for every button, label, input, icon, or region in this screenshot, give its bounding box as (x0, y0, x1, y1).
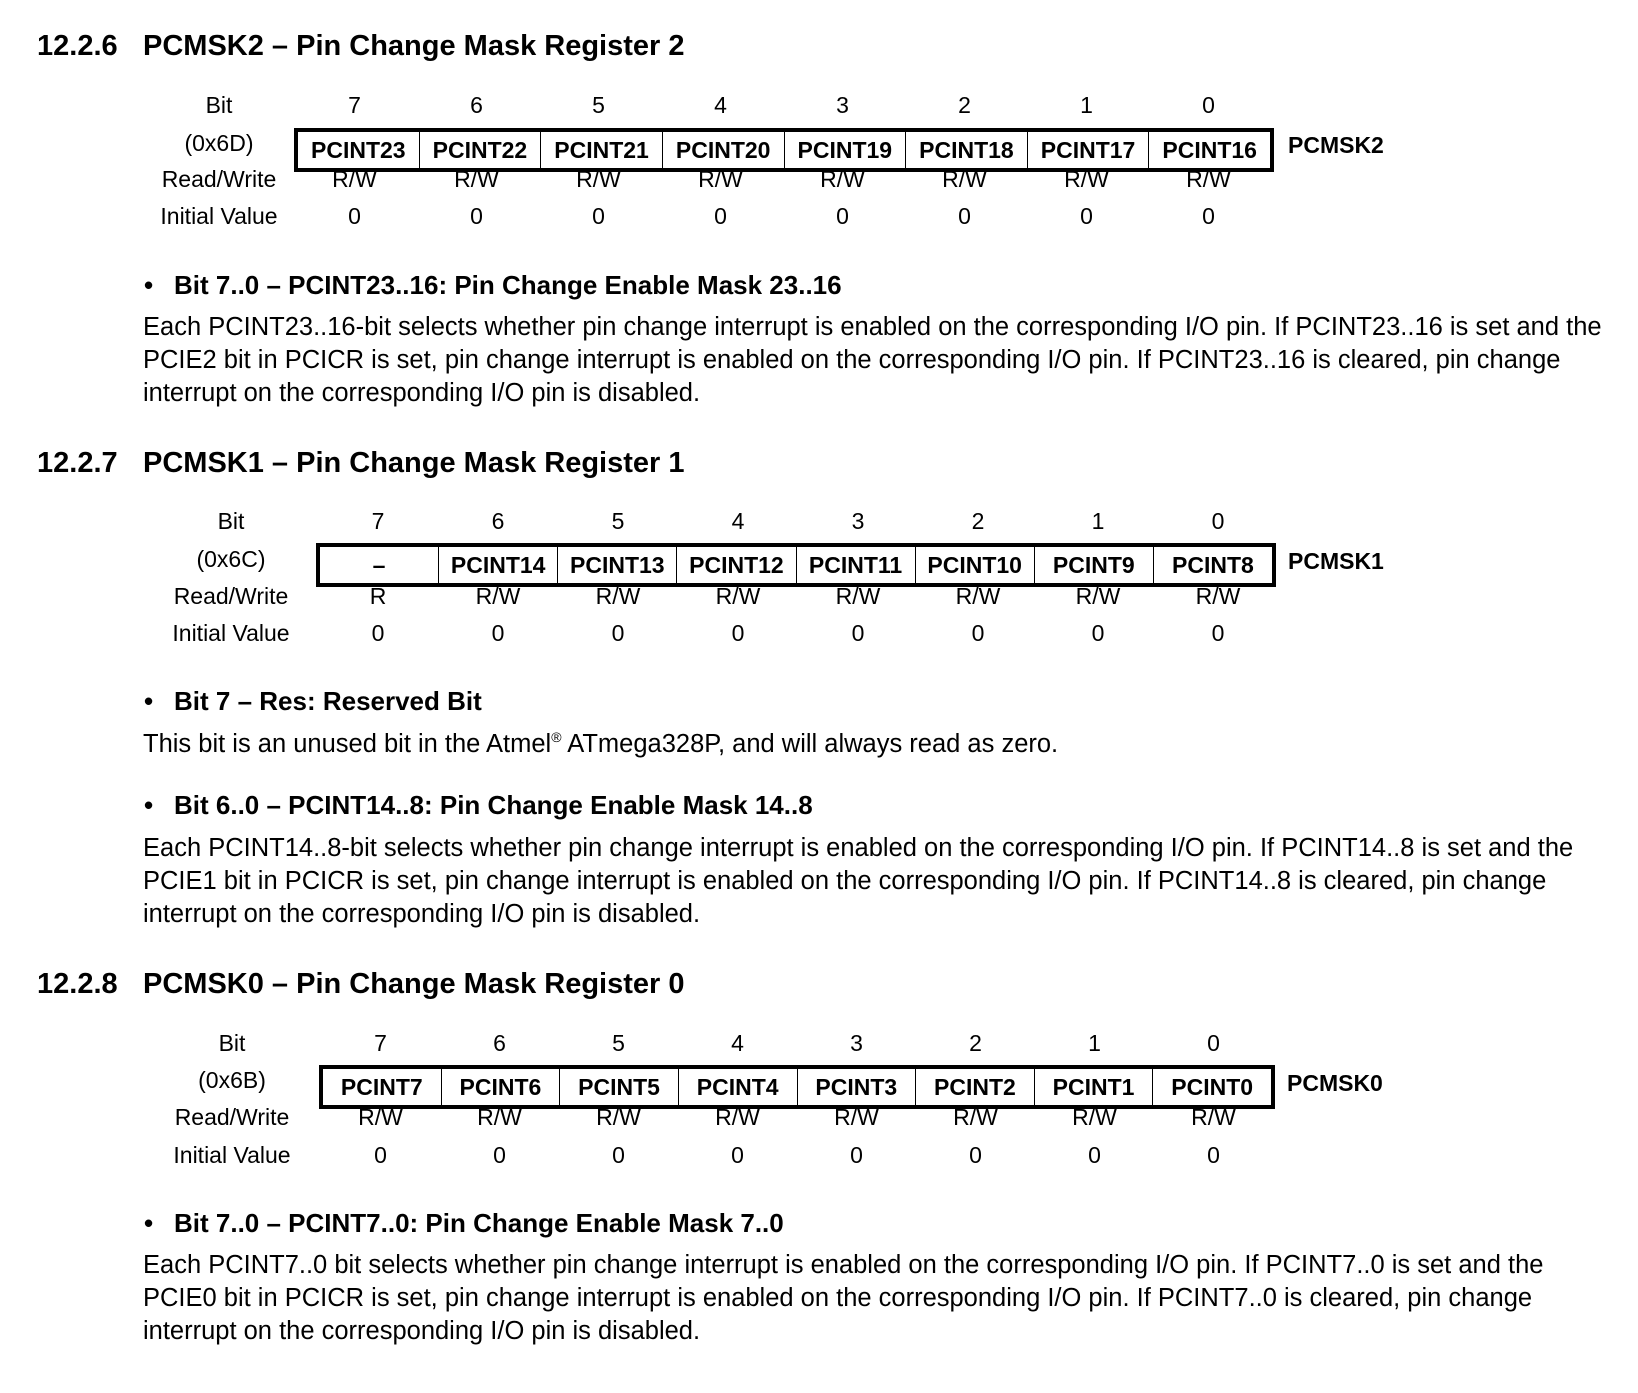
initial-value: 0 (348, 203, 361, 229)
bit-number: 0 (1202, 92, 1215, 118)
rw-value: R (369, 583, 387, 609)
section-number: 12.2.6 (37, 30, 118, 62)
rw-value: R/W (1064, 166, 1109, 192)
bit-number: 1 (1080, 92, 1093, 118)
bit-number: 2 (971, 508, 985, 534)
bullet-icon: • (144, 686, 154, 716)
rw-value: R/W (942, 166, 987, 192)
rw-value: R/W (475, 583, 521, 609)
bit-number: 1 (1088, 1030, 1101, 1056)
register-name: PCMSK1 (1288, 548, 1384, 574)
bit-description-title (144, 270, 842, 301)
register-bit-cell: PCINT14 (439, 547, 558, 583)
bit-number: 2 (958, 92, 971, 118)
initial-value: 0 (374, 1142, 387, 1168)
row-label-bit: Bit (205, 92, 233, 118)
initial-value: 0 (714, 203, 727, 229)
register-bit-cell: PCINT9 (1035, 547, 1154, 583)
register-bit-cell: PCINT12 (677, 547, 796, 583)
section-heading-pcmsk1 (37, 447, 685, 480)
bit-number: 4 (714, 92, 727, 118)
register-bit-cell: PCINT3 (798, 1069, 917, 1105)
initial-value: 0 (731, 1142, 744, 1168)
rw-value: R/W (1195, 583, 1241, 609)
register-bit-cell: PCINT7 (323, 1069, 442, 1105)
rw-value: R/W (595, 583, 641, 609)
register-bit-cell: – (320, 547, 439, 583)
bit-number: 4 (731, 1030, 744, 1056)
register-bit-cell: PCINT16 (1162, 136, 1257, 163)
row-label-rw: Read/Write (174, 1104, 290, 1130)
rw-value: R/W (596, 1104, 641, 1130)
register-bit-cell: PCINT11 (797, 547, 916, 583)
rw-value: R/W (715, 583, 761, 609)
row-label-initial: Initial Value (172, 620, 290, 646)
register-bit-cell: PCINT2 (916, 1069, 1035, 1105)
bit-description-title (144, 790, 813, 821)
row-label-address: (0x6C) (196, 546, 266, 572)
row-label-bit: Bit (218, 1030, 246, 1056)
rw-value: R/W (820, 166, 865, 192)
register-name: PCMSK0 (1287, 1070, 1383, 1096)
register-bit-cell: PCINT8 (1172, 551, 1254, 578)
initial-value: 0 (371, 620, 385, 646)
initial-value: 0 (731, 620, 745, 646)
row-label-address: (0x6B) (198, 1067, 266, 1093)
row-label-initial: Initial Value (173, 1142, 291, 1168)
rw-value: R/W (1186, 166, 1231, 192)
row-label-rw: Read/Write (161, 166, 277, 192)
register-bit-cell: PCINT18 (906, 132, 1028, 168)
section-title: PCMSK2 – Pin Change Mask Register 2 (143, 30, 685, 62)
bit-description-title (144, 686, 482, 717)
section-title: PCMSK0 – Pin Change Mask Register 0 (143, 968, 685, 1000)
initial-value: 0 (1091, 620, 1105, 646)
bit-number: 5 (611, 508, 625, 534)
rw-value: R/W (1072, 1104, 1117, 1130)
register-name: PCMSK2 (1288, 132, 1384, 158)
section-heading-pcmsk2 (37, 30, 685, 63)
rw-value: R/W (835, 583, 881, 609)
bit-number: 7 (348, 92, 361, 118)
bit-number: 6 (493, 1030, 506, 1056)
bullet-icon: • (144, 270, 154, 300)
initial-value: 0 (969, 1142, 982, 1168)
bit-description-heading: Bit 7..0 – PCINT7..0: Pin Change Enable Mask 7..0 (174, 1208, 784, 1238)
register-bit-cell: PCINT22 (420, 132, 542, 168)
bit-description-text (143, 728, 1603, 761)
rw-value: R/W (953, 1104, 998, 1130)
rw-value: R/W (477, 1104, 522, 1130)
initial-value: 0 (836, 203, 849, 229)
row-label-address: (0x6D) (184, 130, 254, 156)
text-part: This bit is an unused bit in the Atmel (143, 730, 552, 758)
initial-value: 0 (851, 620, 865, 646)
register-bit-cell: PCINT4 (679, 1069, 798, 1105)
initial-value: 0 (1088, 1142, 1101, 1168)
bit-description-heading: Bit 7..0 – PCINT23..16: Pin Change Enable Mask 23..16 (174, 270, 842, 300)
initial-value: 0 (1080, 203, 1093, 229)
bit-description-heading: Bit 7 – Res: Reserved Bit (174, 686, 482, 716)
bit-number: 0 (1207, 1030, 1220, 1056)
rw-value: R/W (715, 1104, 760, 1130)
rw-value: R/W (332, 166, 377, 192)
rw-value: R/W (698, 166, 743, 192)
register-bit-cell: PCINT19 (785, 132, 907, 168)
bit-description-heading: Bit 6..0 – PCINT14..8: Pin Change Enable Mask 14..8 (174, 790, 813, 820)
initial-value: 0 (1211, 620, 1225, 646)
rw-value: R/W (1191, 1104, 1236, 1130)
rw-value: R/W (955, 583, 1001, 609)
section-number: 12.2.7 (37, 447, 118, 479)
row-label-rw: Read/Write (173, 583, 289, 609)
rw-value: R/W (576, 166, 621, 192)
text-part: ATmega328P, and will always read as zero. (561, 730, 1059, 758)
initial-value: 0 (1202, 203, 1215, 229)
rw-value: R/W (1075, 583, 1121, 609)
bit-description-title (144, 1208, 784, 1239)
initial-value: 0 (1207, 1142, 1220, 1168)
bit-number: 3 (836, 92, 849, 118)
bit-number: 1 (1091, 508, 1105, 534)
register-bit-cell: PCINT23 (298, 132, 420, 168)
initial-value: 0 (493, 1142, 506, 1168)
row-label-bit: Bit (217, 508, 245, 534)
register-bit-cell: PCINT13 (558, 547, 677, 583)
section-number: 12.2.8 (37, 968, 118, 1000)
bullet-icon: • (144, 1208, 154, 1238)
initial-value: 0 (470, 203, 483, 229)
register-bit-box (316, 543, 1276, 587)
bit-number: 7 (371, 508, 385, 534)
register-bit-cell: PCINT0 (1171, 1073, 1254, 1100)
bit-number: 7 (374, 1030, 387, 1056)
initial-value: 0 (592, 203, 605, 229)
initial-value: 0 (971, 620, 985, 646)
rw-value: R/W (834, 1104, 879, 1130)
initial-value: 0 (611, 620, 625, 646)
register-bit-cell: PCINT17 (1028, 132, 1150, 168)
bit-description-text: Each PCINT23..16-bit selects whether pin change interrupt is enabled on the corresponding I/O pin. If PCINT23..16 is set and the PCIE2 bit in PCICR is set, pin change interrupt is enabled on the corresponding I/O pin. If PCINT23..16 is cleared, pin change interrupt on the corresponding I/O pin is disabled. (143, 313, 1602, 407)
section-title: PCMSK1 – Pin Change Mask Register 1 (143, 447, 685, 479)
bit-description-text: Each PCINT7..0 bit selects whether pin change interrupt is enabled on the corresponding I/O pin. If PCINT7..0 is set and the PCIE0 bit in PCICR is set, pin change interrupt is enabled on the corresponding I/O pin. If PCINT7..0 is cleared, pin change interrupt on the corresponding I/O pin is disabled. (143, 1251, 1544, 1345)
row-label-initial: Initial Value (160, 203, 278, 229)
register-bit-cell: PCINT5 (560, 1069, 679, 1105)
rw-value: R/W (358, 1104, 403, 1130)
bit-number: 3 (850, 1030, 863, 1056)
rw-value: R/W (454, 166, 499, 192)
bullet-icon: • (144, 790, 154, 820)
bit-number: 5 (592, 92, 605, 118)
registered-mark: ® (551, 729, 562, 745)
register-bit-cell: PCINT10 (916, 547, 1035, 583)
bit-number: 6 (491, 508, 505, 534)
bit-description-text: Each PCINT14..8-bit selects whether pin change interrupt is enabled on the corresponding I/O pin. If PCINT14..8 is set and the PCIE1 bit in PCICR is set, pin change interrupt is enabled on the corresponding I/O pin. If PCINT14..8 is cleared, pin change interrupt on the corresponding I/O pin is disabled. (143, 834, 1574, 928)
initial-value: 0 (958, 203, 971, 229)
initial-value: 0 (850, 1142, 863, 1168)
bit-number: 6 (470, 92, 483, 118)
bit-number: 2 (969, 1030, 982, 1056)
bit-number: 5 (612, 1030, 625, 1056)
initial-value: 0 (612, 1142, 625, 1168)
bit-number: 3 (851, 508, 865, 534)
initial-value: 0 (491, 620, 505, 646)
bit-number: 0 (1211, 508, 1225, 534)
register-bit-cell: PCINT6 (442, 1069, 561, 1105)
register-bit-box (319, 1065, 1275, 1109)
section-heading-pcmsk0 (37, 968, 685, 1001)
register-bit-cell: PCINT21 (541, 132, 663, 168)
register-bit-cell: PCINT20 (663, 132, 785, 168)
bit-number: 4 (731, 508, 745, 534)
register-bit-cell: PCINT1 (1035, 1069, 1154, 1105)
